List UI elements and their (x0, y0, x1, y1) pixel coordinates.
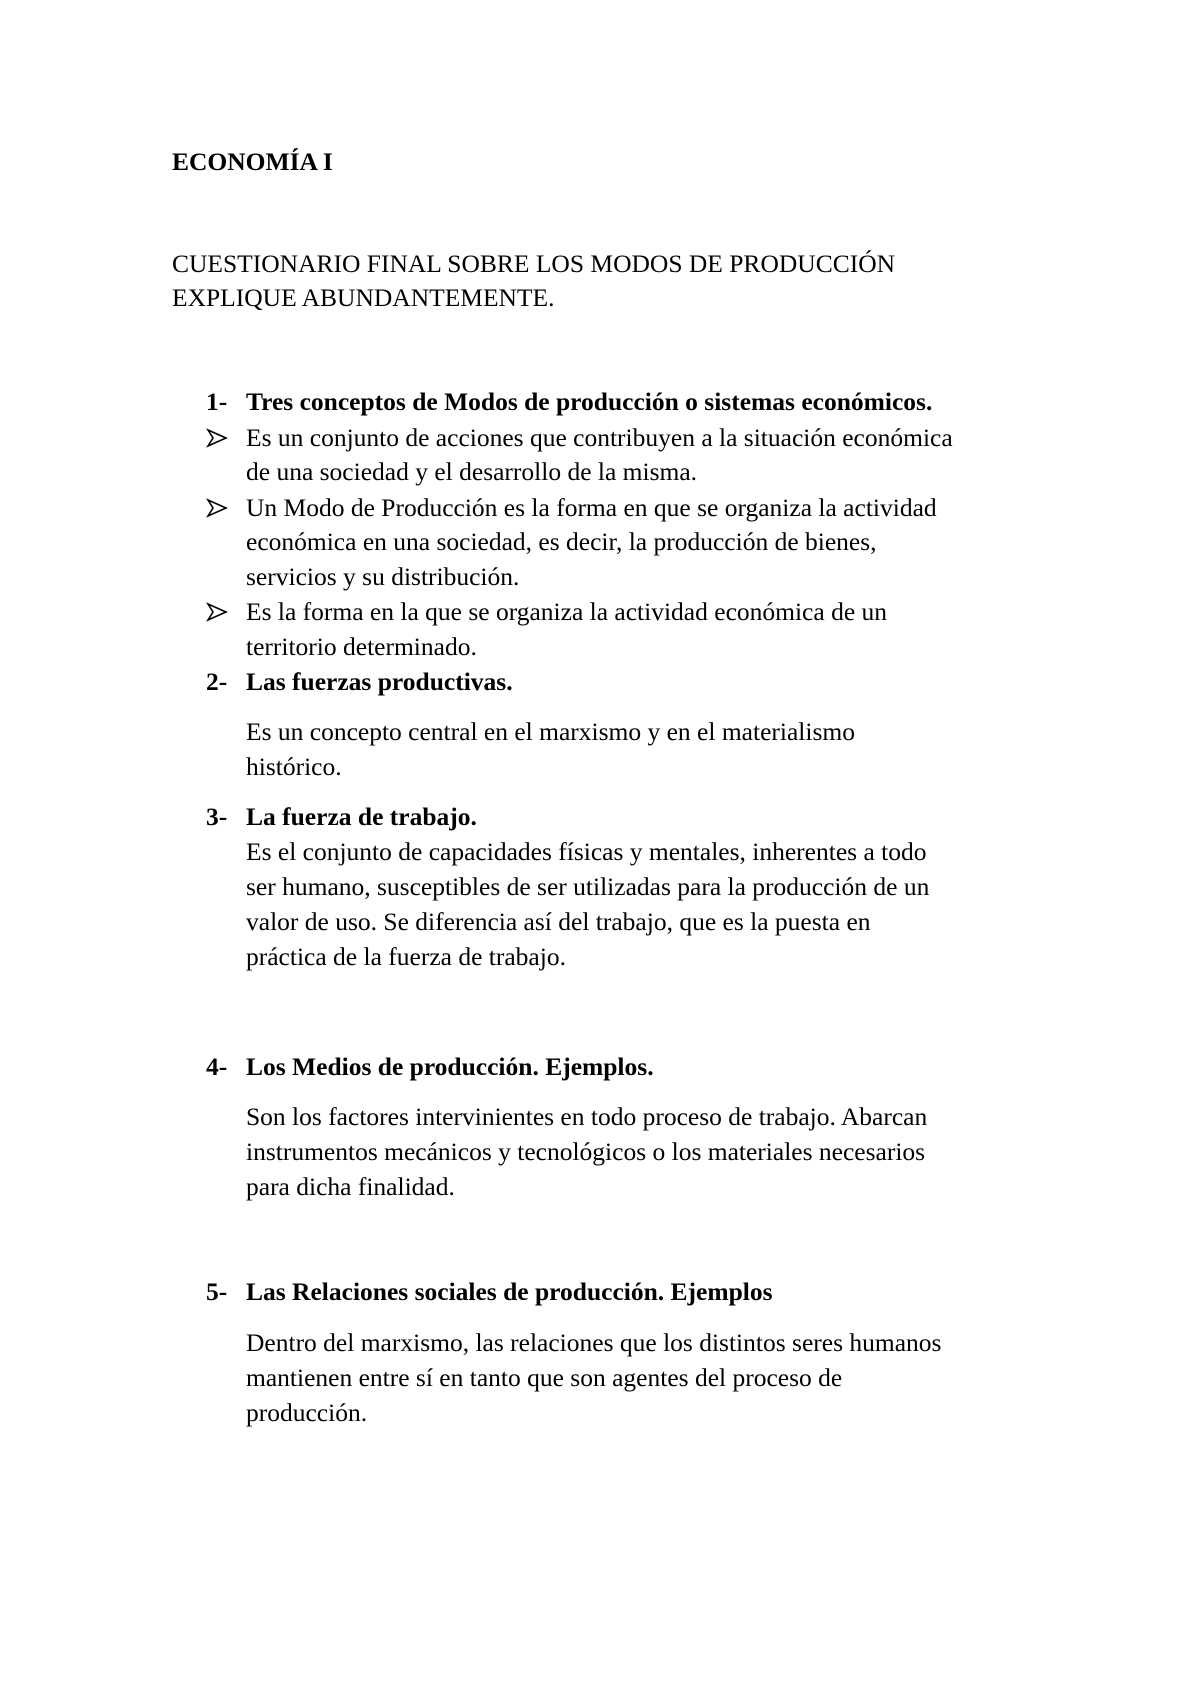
question-5-answer-line-3: producción. (246, 1398, 368, 1427)
question-2-answer-line-1: Es un concepto central en el marxismo y en el materialismo (246, 717, 855, 746)
question-2-number: 2- (206, 667, 228, 696)
question-2-heading: Las fuerzas productivas. (246, 667, 513, 696)
question-1-bullet-3-line-2: territorio determinado. (246, 632, 477, 661)
question-4-number: 4- (206, 1052, 228, 1081)
arrow-bullet-icon (204, 421, 234, 455)
document-title: ECONOMÍA I (172, 147, 333, 176)
question-5-number: 5- (206, 1277, 228, 1306)
question-4-answer-line-3: para dicha finalidad. (246, 1172, 455, 1201)
question-1-heading: Tres conceptos de Modos de producción o sistemas económicos. (246, 387, 933, 416)
question-1-bullet-2-line-2: económica en una sociedad, es decir, la producción de bienes, (246, 527, 877, 556)
question-1-bullet-2-line-3: servicios y su distribución. (246, 562, 520, 591)
document-subtitle-line-2: EXPLIQUE ABUNDANTEMENTE. (172, 283, 555, 312)
question-3-answer-line-2: ser humano, susceptibles de ser utilizadas para la producción de un (246, 872, 930, 901)
question-1-bullet-1-line-1: Es un conjunto de acciones que contribuyen a la situación económica (246, 423, 953, 452)
question-4-heading: Los Medios de producción. Ejemplos. (246, 1052, 654, 1081)
question-3-number: 3- (206, 802, 228, 831)
question-1-bullet-1-line-2: de una sociedad y el desarrollo de la misma. (246, 457, 698, 486)
question-5-answer-line-1: Dentro del marxismo, las relaciones que los distintos seres humanos (246, 1328, 942, 1357)
question-1-bullet-3-line-1: Es la forma en la que se organiza la actividad económica de un (246, 597, 888, 626)
question-4-answer-line-1: Son los factores intervinientes en todo proceso de trabajo. Abarcan (246, 1102, 928, 1131)
question-3-answer-line-1: Es el conjunto de capacidades físicas y mentales, inherentes a todo (246, 837, 927, 866)
document-subtitle-line-1: CUESTIONARIO FINAL SOBRE LOS MODOS DE PRODUCCIÓN (172, 249, 896, 278)
question-1-number: 1- (206, 387, 228, 416)
question-5-heading: Las Relaciones sociales de producción. Ejemplos (246, 1277, 773, 1306)
question-4-answer-line-2: instrumentos mecánicos y tecnológicos o los materiales necesarios (246, 1137, 926, 1166)
question-3-answer-line-3: valor de uso. Se diferencia así del trabajo, que es la puesta en (246, 907, 871, 936)
arrow-bullet-icon (204, 491, 234, 525)
question-3-heading: La fuerza de trabajo. (246, 802, 477, 831)
question-1-bullet-2-line-1: Un Modo de Producción es la forma en que se organiza la actividad (246, 493, 937, 522)
question-5-answer-line-2: mantienen entre sí en tanto que son agentes del proceso de (246, 1363, 843, 1392)
question-2-answer-line-2: histórico. (246, 752, 342, 781)
question-3-answer-line-4: práctica de la fuerza de trabajo. (246, 942, 566, 971)
arrow-bullet-icon (204, 595, 234, 629)
